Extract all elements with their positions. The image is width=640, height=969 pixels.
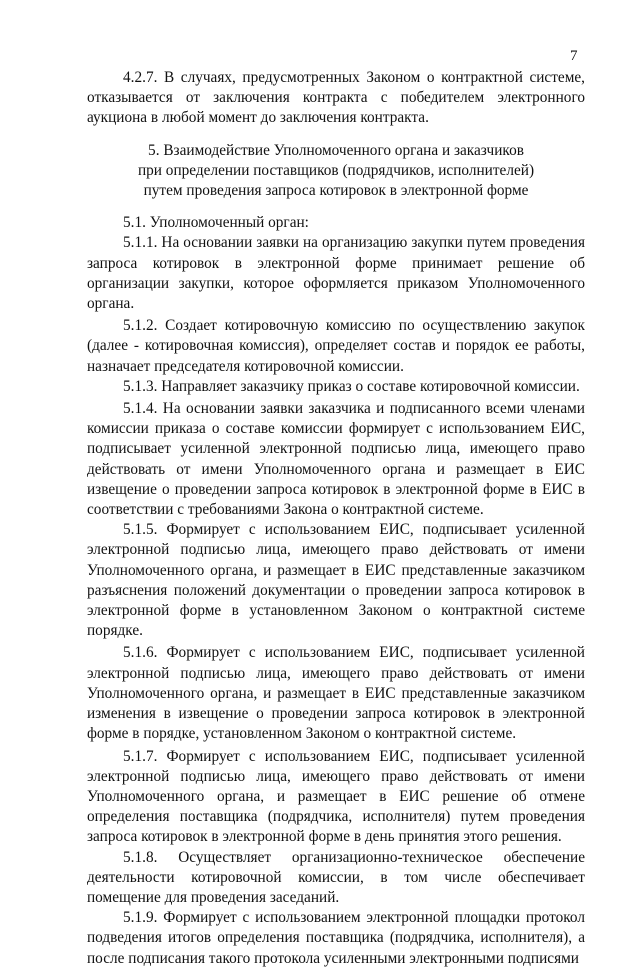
page-number: 7 bbox=[570, 48, 578, 64]
section-heading bbox=[87, 141, 585, 202]
section-heading-line: путем проведения запроса котировок в электронной форме bbox=[143, 182, 529, 200]
paragraph-5-1-5: 5.1.5. Формирует с использованием ЕИС, подписывает усиленной электронной подписью лица, имеющего право действовать от имени Уполномоченного органа, и размещает в ЕИС представленные заказчиком разъяснения положений документации о проведении запроса котировок в электронной форме в установленном Законом о контрактной системе порядке. bbox=[87, 521, 585, 640]
paragraph-5-1-4: 5.1.4. На основании заявки заказчика и подписанного всеми членами комиссии приказа о составе комиссии формирует с использованием ЕИС, подписывает усиленной электронной подписью лица, имеющего право действовать от имени Уполномоченного органа и размещает в ЕИС извещение о проведении запроса котировок в электронной форме в ЕИС в соответствии с требованиями Закона о контрактной системе. bbox=[87, 400, 585, 519]
paragraph-5-1-6: 5.1.6. Формирует с использованием ЕИС, подписывает усиленной электронной подписью лица, имеющего право действовать от имени Уполномоченного органа, и размещает в ЕИС представленные заказчиком изменения в извещение о проведении запроса котировок в электронной форме в порядке, установленном Законом о контрактной системе. bbox=[87, 644, 585, 743]
paragraph-5-1-2: 5.1.2. Создает котировочную комиссию по осуществлению закупок (далее - котировочная комиссия), определяет состав и порядок ее работы, назначает председателя котировочной комиссии. bbox=[87, 317, 585, 375]
paragraph-5-1-7: 5.1.7. Формирует с использованием ЕИС, подписывает усиленной электронной подписью лица, имеющего право действовать от имени Уполномоченного органа, и размещает в ЕИС решение об отмене определения поставщика (подрядчика, исполнителя) путем проведения запроса котировок в электронной форме в день принятия этого решения. bbox=[87, 747, 585, 846]
paragraph-5-1-3: 5.1.3. Направляет заказчику приказ о составе котировочной комиссии. bbox=[123, 377, 580, 395]
paragraph-5-1-8: 5.1.8. Осуществляет организационно-техническое обеспечение деятельности котировочной комиссии, в том числе обеспечивает помещение для проведения заседаний. bbox=[87, 848, 585, 906]
document-body bbox=[87, 68, 585, 969]
paragraph-5-1-9: 5.1.9. Формирует с использованием электронной площадки протокол подведения итогов определения поставщика (подрядчика, исполнителя), а после подписания такого протокола усиленными электронными подписями bbox=[87, 909, 585, 967]
section-heading-line: при определении поставщиков (подрядчиков, исполнителей) bbox=[137, 161, 535, 179]
paragraph-5-1-1: 5.1.1. На основании заявки на организацию закупки путем проведения запроса котировок в электронной форме принимает решение об организации закупки, которое оформляется приказом Уполномоченного органа. bbox=[87, 234, 585, 313]
paragraph-5-1: 5.1. Уполномоченный орган: bbox=[123, 214, 309, 232]
section-heading-line: 5. Взаимодействие Уполномоченного органа и заказчиков bbox=[148, 141, 524, 159]
paragraph-4-2-7: 4.2.7. В случаях, предусмотренных Законом о контрактной системе, отказывается от заключения контракта с победителем электронного аукциона в любой момент до заключения контракта. bbox=[87, 69, 585, 127]
